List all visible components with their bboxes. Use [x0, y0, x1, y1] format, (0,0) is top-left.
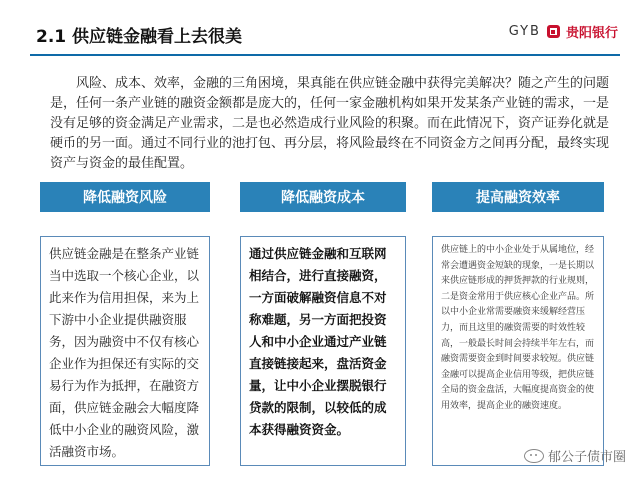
card-body: [240, 236, 406, 466]
logo-mark-icon: [547, 25, 560, 38]
wechat-icon: [524, 449, 544, 463]
bank-logo: [509, 22, 618, 41]
card-header: 降低融资风险: [40, 182, 210, 212]
card-body: [40, 236, 210, 466]
card-body: [432, 236, 604, 466]
page-title: 2.1 供应链金融看上去很美: [36, 27, 243, 47]
watermark-text: 郁公子债市圈: [547, 450, 626, 465]
watermark: [524, 446, 626, 465]
card-header: 提高融资效率: [432, 182, 604, 212]
logo-text-cn: 贵阳银行: [565, 26, 618, 41]
card-text: 通过供应链金融和互联网相结合，进行直接融资，一方面破解融资信息不对称难题，另一方面把投资人和中小企业通过产业链直接链接起来，盘活资金量，让中小企业摆脱银行贷款的限制，以较低的成本获得融资资金。: [249, 246, 387, 437]
header-divider: [30, 54, 620, 56]
card-header: 降低融资成本: [240, 182, 406, 212]
card-text: 供应链上的中小企业处于从属地位，经常会遭遇资金短缺的现象，一是长期以来供应链形成的押货押款的行业规则，二是资金常用于供应核心企业产品。所以中小企业常需要融资来缓解经营压力，而且这里的融资需要的时效性较高，一般最长时间会持续半年左右，而融资需要资金到时间要求较短。供应链金融可以提高企业信用等级，把供应链全局的资金盘活，大幅度提高资金的使用效率，提高企业的融资速度。: [441, 245, 595, 411]
logo-text-en: GYB: [508, 24, 541, 39]
intro-paragraph: 风险、成本、效率，金融的三角困境，果真能在供应链金融中获得完美解决？随之产生的问题是，任何一条产业链的融资金额都是庞大的，任何一家金融机构如果开发某条产业链的需求，一是没有足够的资金满足产业需求，二是也必然造成行业风险的积聚。而在此情况下，资产证券化就是硬币的另一面。通过不同行业的池打包、再分层，将风险最终在不同资金方之间再分配，最终实现资产与资金的最佳配置。: [50, 76, 610, 171]
card-text: 供应链金融是在整条产业链当中选取一个核心企业，以此来作为信用担保，来为上下游中小企业提供融资服务，因为融资中不仅有核心企业作为担保还有实际的交易行为作为抵押，在融资方面，供应链金融会大幅度降低中小企业的融资风险，激活融资市场。: [49, 246, 200, 459]
